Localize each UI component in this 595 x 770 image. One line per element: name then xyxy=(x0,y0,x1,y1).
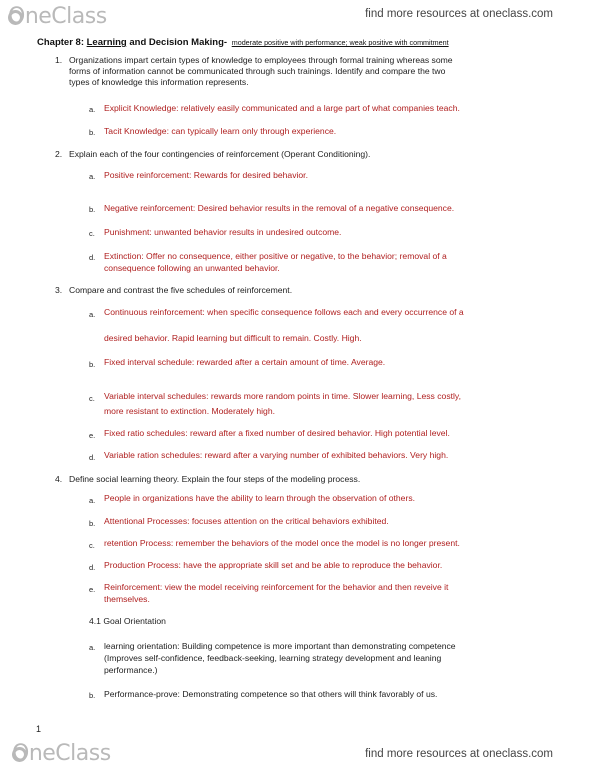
answer-line: Extinction: Offer no consequence, either positive or negative, to the behavior; removal of a xyxy=(104,251,447,261)
answer-label: b. xyxy=(89,360,96,369)
subsection-title: 4.1 Goal Orientation xyxy=(89,616,166,626)
answer-line: (Improves self-confidence, feedback-seeking, learning strategy development and leaning xyxy=(104,653,442,663)
answer-line: Positive reinforcement: Rewards for desired behavior. xyxy=(104,170,308,180)
answer-label: c. xyxy=(89,541,95,550)
answer-label: d. xyxy=(89,453,96,462)
answer-label: c. xyxy=(89,394,95,403)
answer-line: Production Process: have the appropriate skill set and be able to reproduce the behavior. xyxy=(104,560,443,570)
question-number: 4. xyxy=(55,474,63,484)
answer-line: themselves. xyxy=(104,594,150,604)
answer-line: Punishment: unwanted behavior results in undesired outcome. xyxy=(104,227,342,237)
oneclass-logo[interactable] xyxy=(12,741,111,766)
answer-label: a. xyxy=(89,310,96,319)
answer-label: b. xyxy=(89,691,96,700)
question-line: Compare and contrast the five schedules of reinforcement. xyxy=(69,285,293,295)
answer-line: Negative reinforcement: Desired behavior results in the removal of a negative consequence. xyxy=(104,203,455,213)
answer-line: consequence following an unwanted behavior. xyxy=(104,263,280,273)
answer-label: a. xyxy=(89,643,96,652)
answer-line: Variable ration schedules: reward after a varying number of exhibited behaviors. Very high. xyxy=(104,450,449,460)
question-line: types of knowledge this information represents. xyxy=(69,77,249,87)
question-line: Define social learning theory. Explain the four steps of the modeling process. xyxy=(69,474,361,484)
question-number: 1. xyxy=(55,55,63,65)
answer-line: People in organizations have the ability to learn through the observation of others. xyxy=(104,493,416,503)
resources-link[interactable]: find more resources at oneclass.com xyxy=(365,8,553,20)
answer-line: Variable interval schedules: rewards more random points in time. Slower learning, Less costly, xyxy=(104,391,461,401)
question-line: Explain each of the four contingencies of reinforcement (Operant Conditioning). xyxy=(69,149,371,159)
question-line: Organizations impart certain types of knowledge to employees through formal training whereas some xyxy=(69,55,453,65)
answer-label: b. xyxy=(89,519,96,528)
oneclass-logo[interactable] xyxy=(8,4,107,29)
answer-label: b. xyxy=(89,205,96,214)
answer-line: Explicit Knowledge: relatively easily communicated and a large part of what companies teach. xyxy=(104,103,460,113)
logo-text: OneClass xyxy=(12,741,111,766)
answer-label: d. xyxy=(89,253,96,262)
question-number: 2. xyxy=(55,149,63,159)
answer-line: retention Process: remember the behaviors of the model once the model is no longer present. xyxy=(104,538,460,548)
answer-label: c. xyxy=(89,229,95,238)
answer-line: desired behavior. Rapid learning but difficult to remain. Costly. High. xyxy=(104,333,362,343)
answer-label: a. xyxy=(89,105,96,114)
resources-link[interactable]: find more resources at oneclass.com xyxy=(365,748,553,760)
question-number: 3. xyxy=(55,285,63,295)
answer-label: a. xyxy=(89,496,96,505)
answer-label: b. xyxy=(89,128,96,137)
answer-line: Performance-prove: Demonstrating competence so that others will think favorably of us. xyxy=(104,689,438,699)
question-line: forms of information cannot be communicated through such trainings. Identify and compare the two xyxy=(69,66,446,76)
answer-line: Fixed ratio schedules: reward after a fixed number of desired behavior. High potential level. xyxy=(104,428,450,438)
answer-line: performance.) xyxy=(104,665,158,675)
answer-line: learning orientation: Building competence is more important than demonstrating competence xyxy=(104,641,456,651)
page-title: Chapter 8: Learning and Decision Making- moderate positive with performance; weak positive with commitment xyxy=(37,37,449,48)
answer-line: Attentional Processes: focuses attention on the critical behaviors exhibited. xyxy=(104,516,389,526)
page-number: 1 xyxy=(36,724,42,734)
answer-label: e. xyxy=(89,585,96,594)
answer-line: more resistant to extinction. Moderately high. xyxy=(104,406,276,416)
answer-line: Tacit Knowledge: can typically learn only through experience. xyxy=(104,126,337,136)
answer-line: Continuous reinforcement: when specific consequence follows each and every occurrence of a xyxy=(104,307,464,317)
logo-text: OneClass xyxy=(8,4,107,29)
answer-label: e. xyxy=(89,431,96,440)
answer-label: a. xyxy=(89,172,96,181)
answer-line: Reinforcement: view the model receiving reinforcement for the behavior and then reveive it xyxy=(104,582,449,592)
title-note: moderate positive with performance; weak positive with commitment xyxy=(231,38,449,47)
answer-line: Fixed interval schedule: rewarded after a certain amount of time. Average. xyxy=(104,357,386,367)
answer-label: d. xyxy=(89,563,96,572)
